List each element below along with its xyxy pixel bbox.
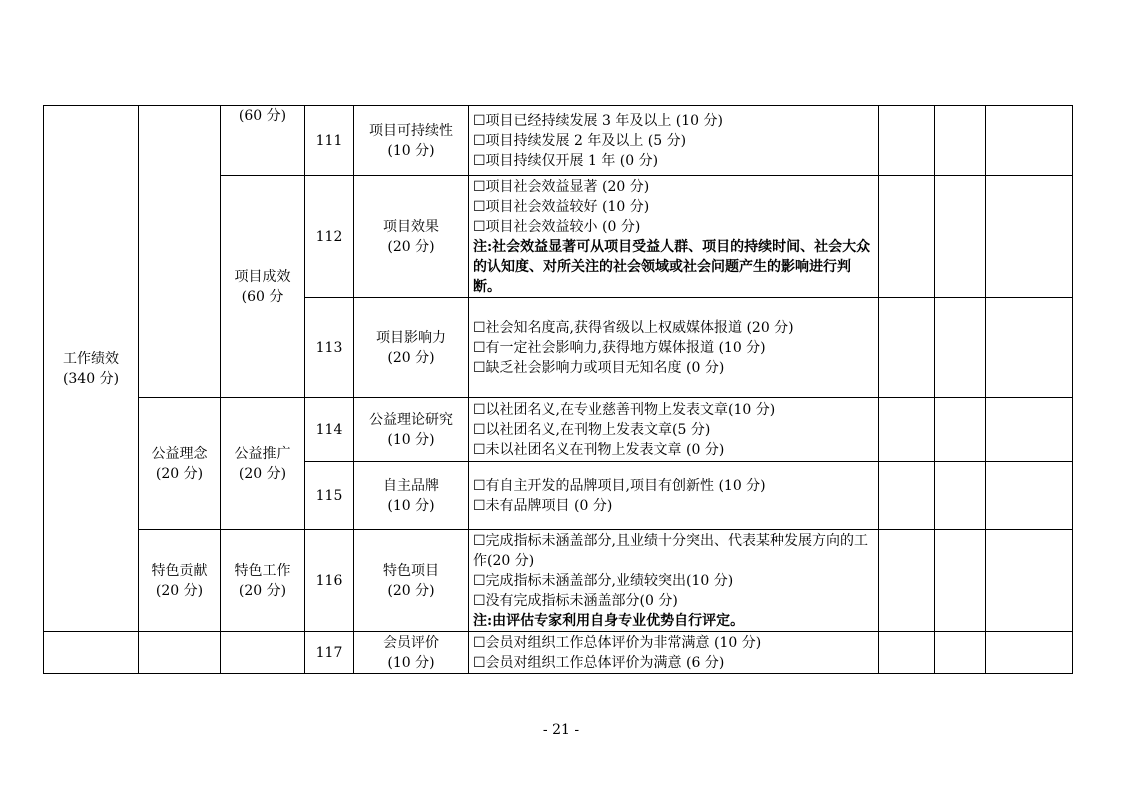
criteria-option[interactable]: ☐项目社会效益较小 (0 分) xyxy=(473,218,641,235)
criteria-option[interactable]: ☐项目社会效益显著 (20 分) xyxy=(473,178,650,195)
item-name-cell xyxy=(354,462,469,530)
remark-cell[interactable] xyxy=(986,398,1073,462)
group-special-work xyxy=(221,530,305,632)
group-project-results-top xyxy=(221,106,305,176)
remark-cell[interactable] xyxy=(986,462,1073,530)
group-label: 公益推广 xyxy=(234,445,291,462)
score-cell[interactable] xyxy=(879,530,935,632)
criteria-note: 注:由评估专家利用自身专业优势自行评定。 xyxy=(473,612,745,629)
score-cell[interactable] xyxy=(879,398,935,462)
score-cell[interactable] xyxy=(935,530,986,632)
item-name-cell xyxy=(354,106,469,176)
group-empty-cell xyxy=(221,632,305,674)
criteria-option[interactable]: ☐没有完成指标未涵盖部分(0 分) xyxy=(473,592,678,609)
criteria-option[interactable]: ☐未有品牌项目 (0 分) xyxy=(473,497,613,514)
item-number: 115 xyxy=(305,462,354,530)
criteria-option[interactable]: ☐项目持续发展 2 年及以上 (5 分) xyxy=(473,132,687,149)
item-name-cell xyxy=(354,176,469,298)
score-cell[interactable] xyxy=(935,298,986,398)
criteria-option[interactable]: ☐会员对组织工作总体评价为非常满意 (10 分) xyxy=(473,634,762,651)
score-cell[interactable] xyxy=(935,462,986,530)
item-points: (10 分) xyxy=(387,654,435,671)
group-label: 特色工作 xyxy=(234,562,291,579)
group-points: (20 分) xyxy=(238,582,287,599)
criteria-option[interactable]: ☐项目持续仅开展 1 年 (0 分) xyxy=(473,152,659,169)
item-name-cell xyxy=(354,632,469,674)
criteria-option[interactable]: ☐未以社团名义在刊物上发表文章 (0 分) xyxy=(473,441,725,458)
criteria-cell xyxy=(469,632,879,674)
item-name: 项目效果 xyxy=(383,218,439,235)
score-cell[interactable] xyxy=(935,632,986,674)
group-public-welfare-promotion xyxy=(221,398,305,530)
remark-cell[interactable] xyxy=(986,530,1073,632)
item-number: 113 xyxy=(305,298,354,398)
item-points: (20 分) xyxy=(387,582,435,599)
group-label: 公益理念 xyxy=(151,445,208,462)
item-name-cell xyxy=(354,298,469,398)
criteria-option[interactable]: ☐会员对组织工作总体评价为满意 (6 分) xyxy=(473,654,725,671)
page-number: - 21 - xyxy=(542,722,580,738)
item-name: 会员评价 xyxy=(383,634,439,651)
remark-cell[interactable] xyxy=(986,106,1073,176)
item-name-cell xyxy=(354,530,469,632)
score-cell[interactable] xyxy=(879,632,935,674)
group-points: (340 分) xyxy=(62,370,120,387)
remark-cell[interactable] xyxy=(986,632,1073,674)
item-number: 114 xyxy=(305,398,354,462)
item-points: (10 分) xyxy=(387,497,435,514)
item-points: (10 分) xyxy=(387,431,435,448)
criteria-cell xyxy=(469,298,879,398)
item-number: 117 xyxy=(305,632,354,674)
score-cell[interactable] xyxy=(879,106,935,176)
item-points: (20 分) xyxy=(387,349,435,366)
criteria-option[interactable]: ☐有一定社会影响力,获得地方媒体报道 (10 分) xyxy=(473,339,766,356)
item-name: 特色项目 xyxy=(383,562,439,579)
item-name: 项目可持续性 xyxy=(369,122,453,139)
criteria-note: 注:社会效益显著可从项目受益人群、项目的持续时间、社会大众的认知度、对所关注的社会领域或社会问题产生的影响进行判断。 xyxy=(473,238,871,295)
group-points: (20 分) xyxy=(155,582,204,599)
evaluation-table xyxy=(43,105,1073,674)
group-public-welfare-concept xyxy=(139,398,221,530)
score-cell[interactable] xyxy=(879,298,935,398)
table-row xyxy=(44,398,1073,462)
item-name: 自主品牌 xyxy=(383,477,439,494)
score-cell[interactable] xyxy=(879,176,935,298)
item-name: 公益理论研究 xyxy=(369,411,453,428)
criteria-cell xyxy=(469,106,879,176)
criteria-cell xyxy=(469,176,879,298)
remark-cell[interactable] xyxy=(986,298,1073,398)
table-row xyxy=(44,632,1073,674)
score-cell[interactable] xyxy=(935,106,986,176)
group-empty-cell xyxy=(44,632,139,674)
item-points: (10 分) xyxy=(387,142,435,159)
item-points: (20 分) xyxy=(387,238,435,255)
criteria-option[interactable]: ☐以社团名义,在专业慈善刊物上发表文章(10 分) xyxy=(473,401,776,418)
score-cell[interactable] xyxy=(879,462,935,530)
remark-cell[interactable] xyxy=(986,176,1073,298)
item-name: 项目影响力 xyxy=(376,329,446,346)
criteria-option[interactable]: ☐项目社会效益较好 (10 分) xyxy=(473,198,650,215)
group-special-contribution xyxy=(139,530,221,632)
group-points: (60 分) xyxy=(238,108,287,124)
group-label: 项目成效 xyxy=(234,268,291,285)
criteria-option[interactable]: ☐缺乏社会影响力或项目无知名度 (0 分) xyxy=(473,359,725,376)
group-points: (20 分) xyxy=(155,465,204,482)
criteria-option[interactable]: ☐完成指标未涵盖部分,业绩较突出(10 分) xyxy=(473,572,734,589)
group-label: 特色贡献 xyxy=(151,562,208,579)
criteria-cell xyxy=(469,462,879,530)
criteria-option[interactable]: ☐社会知名度高,获得省级以上权威媒体报道 (20 分) xyxy=(473,319,794,336)
item-number: 116 xyxy=(305,530,354,632)
criteria-option[interactable]: ☐以社团名义,在刊物上发表文章(5 分) xyxy=(473,421,711,438)
item-number: 112 xyxy=(305,176,354,298)
group-points: (20 分) xyxy=(238,465,287,482)
criteria-option[interactable]: ☐项目已经持续发展 3 年及以上 (10 分) xyxy=(473,112,723,129)
score-cell[interactable] xyxy=(935,176,986,298)
criteria-cell xyxy=(469,398,879,462)
criteria-option[interactable]: ☐完成指标未涵盖部分,且业绩十分突出、代表某种发展方向的工作(20 分) xyxy=(473,532,868,569)
group-points: (60 分 xyxy=(241,288,284,305)
criteria-cell xyxy=(469,530,879,632)
criteria-option[interactable]: ☐有自主开发的品牌项目,项目有创新性 (10 分) xyxy=(473,477,766,494)
item-name-cell xyxy=(354,398,469,462)
table-row xyxy=(44,106,1073,176)
group-empty-cell xyxy=(139,106,221,398)
item-number: 111 xyxy=(305,106,354,176)
group-empty-cell xyxy=(139,632,221,674)
table-row xyxy=(44,530,1073,632)
group-project-results xyxy=(221,176,305,398)
group-work-performance xyxy=(44,106,139,632)
group-label: 工作绩效 xyxy=(63,350,119,367)
score-cell[interactable] xyxy=(935,398,986,462)
